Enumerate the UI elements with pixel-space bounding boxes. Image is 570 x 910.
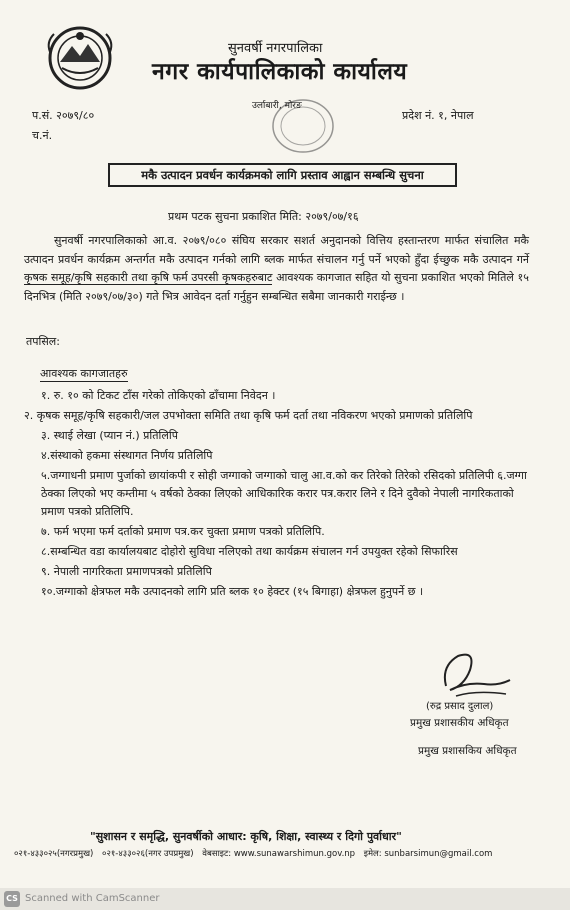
list-item: ५.जग्गाधनी प्रमाण पुर्जाको छायांकपी र सोही जग्गाको जग्गाको चालु आ.व.को कर तिरेको तिरेको रसिदको प्रतिलिपी ६.जग्गा ठेक्का लिएको भए कम्तीमा ५ वर्षको ठेक्का लिएको आधिकारिक करार पत्र.करार लिने र दिने दुवैको नेपाली नागरिकताको प्रमाण पत्रको प्रतिलिपि.	[41, 469, 527, 518]
list-item: १. रु. १० को टिकट टाँस गरेको तोकिएको ढाँचामा निवेदन ।	[41, 389, 276, 402]
office-title: नगर कार्यपालिकाको कार्यालय	[152, 59, 408, 85]
list-item: १०.जग्गाको क्षेत्रफल मकै उत्पादनको लागि प्रति ब्लक १० हेक्टर (१५ बिगाहा) क्षेत्रफल हुनुपर्ने छ ।	[41, 585, 424, 598]
footer-email: इमेल: sunbarsimun@gmail.com	[363, 849, 493, 859]
signature-icon	[436, 646, 516, 702]
signatory-name: (रुद्र प्रसाद दुलाल)	[426, 701, 494, 712]
province-label: प्रदेश नं. १, नेपाल	[402, 109, 474, 122]
list-item: ४.संस्थाको हकमा संस्थागत निर्णय प्रतिलिपि	[41, 449, 213, 462]
list-item: २. कृषक समूह/कृषि सहकारी/जल उपभोक्ता समिति तथा कृषि फर्म दर्ता तथा नविकरण भएको प्रमाणको प्रतिलिपि	[24, 409, 473, 422]
body-text-part1: सुनवर्षी नगरपालिकाको आ.व. २०७९/०८० संघिय सरकार सशर्त अनुदानको वित्तिय हस्तान्तरण मार्फत संचालित मकै उत्पादन प्रवर्धन कार्यक्रम अन्तर्गत मकै उत्पादन गर्नको लागि ब्लक मार्फत संचालन गर्नु पर्ने भएको हुँदा ईच्छुक मकै उत्पादन गर्ने	[24, 234, 529, 266]
nepal-emblem-icon	[40, 22, 120, 92]
dispatch-number: च.नं.	[32, 129, 53, 142]
footer-website: वेबसाइट: www.sunawarshimun.gov.np	[202, 849, 356, 859]
camscanner-text: Scanned with CamScanner	[25, 893, 160, 904]
details-label: तपसिल:	[26, 335, 60, 348]
signatory-title-stamp: प्रमुख प्रशासकिय अधिकृत	[418, 745, 517, 757]
office-address: उर्लाबारी, मोरङ	[252, 101, 302, 111]
footer-slogan: "सुशासन र समृद्धि, सुनवर्षीको आधार: कृषि, शिक्षा, स्वास्थ्य र दिगो पुर्वाधार"	[90, 830, 402, 843]
notice-subject: मकै उत्पादन प्रवर्धन कार्यक्रमको लागि प्रस्ताव आह्वान सम्बन्धि सुचना	[108, 163, 457, 187]
body-text-part2: आवश्यक कागजात सहित यो सुचना प्रकाशित भएको मितिले १५ दिनभित्र (मिति २०७९/०७/३०) गते भित्र आवेदन दर्ता गर्नुहुन सम्बन्धित सबैमा जानकारी गराईन्छ ।	[24, 271, 529, 303]
body-underlined-text: कृषक समूह/कृषि सहकारी तथा कृषि फर्म उपरसी कृषकहरुबाट	[24, 271, 273, 284]
camscanner-logo-icon: CS	[4, 891, 20, 907]
list-item: ३. स्थाई लेखा (प्यान नं.) प्रतिलिपि	[41, 429, 178, 442]
published-date: प्रथम पटक सुचना प्रकाशित मिति: २०७९/०७/१६	[168, 210, 359, 223]
scanner-watermark	[0, 888, 570, 910]
requirements-heading: आवश्यक कागजातहरु	[40, 367, 128, 380]
list-item: ७. फर्म भएमा फर्म दर्ताको प्रमाण पत्र.कर चुक्ता प्रमाण पत्रको प्रतिलिपि.	[41, 525, 325, 538]
notice-paragraph	[24, 232, 529, 306]
list-item: ८.सम्बन्धित वडा कार्यालयबाट दोहोरो सुविधा नलिएको तथा कार्यक्रम संचालन गर्न उपयुक्त रहेको सिफारिस	[41, 545, 458, 558]
requirements-list	[24, 387, 534, 603]
reference-number: प.सं. २०७९/८०	[32, 109, 95, 122]
signatory-title: प्रमुख प्रशासकीय अधिकृत	[410, 717, 509, 729]
footer-contacts	[14, 848, 562, 859]
footer-phone-mayor: ०२१-४३३०२५(नगरप्रमुख)	[14, 849, 94, 859]
notice-body	[24, 232, 529, 306]
list-item: ९. नेपाली नागरिकता प्रमाणपत्रको प्रतिलिपि	[41, 565, 212, 578]
municipality-name: सुनवर्षी नगरपालिका	[228, 41, 323, 56]
footer-phone-deputy: ०२१-४३३०२६(नगर उपप्रमुख)	[102, 849, 194, 859]
